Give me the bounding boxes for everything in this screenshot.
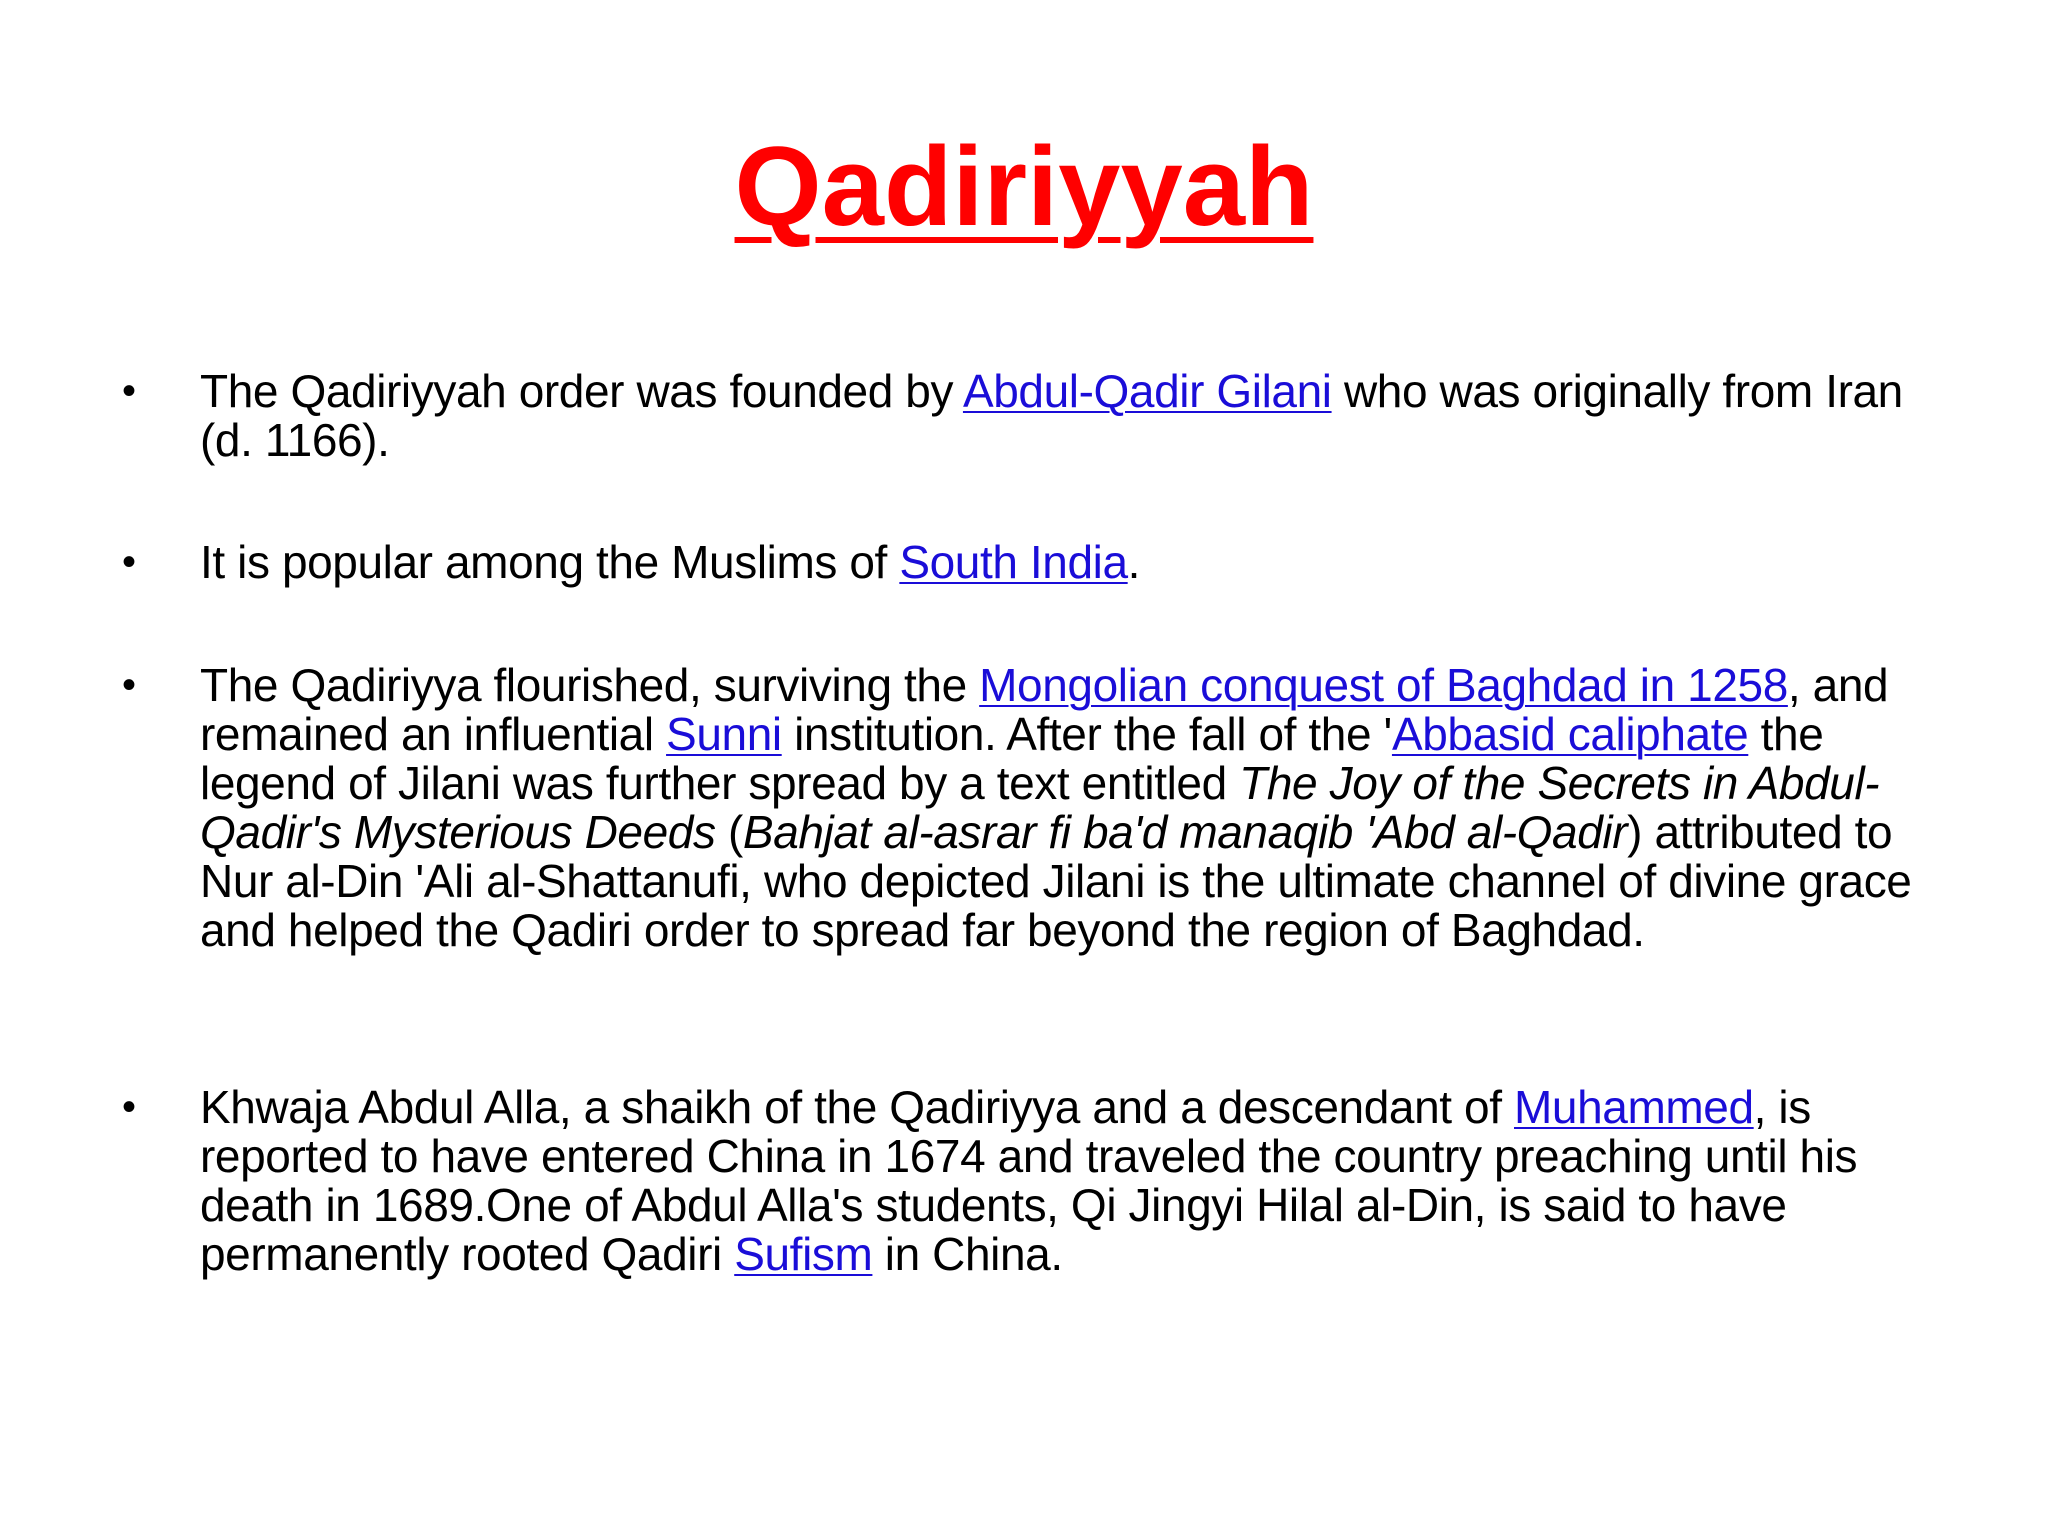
link-sunni[interactable]: Sunni: [666, 708, 782, 760]
slide-title: Qadiriyyah: [734, 124, 1314, 249]
bullet-text: in China.: [872, 1228, 1063, 1280]
link-muhammed[interactable]: Muhammed: [1514, 1081, 1754, 1133]
bullet-text: the legend of Jilani was further spread by a text entitled: [200, 708, 1824, 809]
bullet-item-3: [122, 659, 1940, 956]
link-south-india[interactable]: South India: [899, 536, 1128, 588]
link-mongolian-conquest[interactable]: Mongolian conquest of Baghdad in 1258: [979, 659, 1788, 711]
link-sufism[interactable]: Sufism: [734, 1228, 873, 1280]
bullet-item-4: [122, 1081, 1940, 1280]
bullet-text: ) attributed to Nur al-Din 'Ali al-Shattanufi, who depicted Jilani is the ultimate channel of divine grace and helped the Qadiri order to spread far beyond the region of Baghdad.: [200, 806, 1912, 956]
bullet-text: , is reported to have entered China in 1674 and traveled the country preaching until his death in 1689.One of Abdul Alla's students, Qi Jingyi Hilal al-Din, is said to have permanently rooted Qadiri: [200, 1081, 1858, 1280]
bullet-item-1: [122, 365, 1940, 466]
bullet-dot: •: [122, 369, 136, 413]
bullet-text: (: [715, 806, 743, 858]
bullet-text: The Qadiriyya flourished, surviving the: [200, 659, 980, 711]
bullet-item-2: [122, 536, 1940, 588]
bullet-dot: •: [122, 540, 136, 584]
bullet-text: institution. After the fall of the ': [781, 708, 1392, 760]
bullet-text: It is popular among the Muslims of: [200, 536, 900, 588]
bullet-text: , and remained an influential: [200, 659, 1889, 760]
bullet-dot: •: [122, 1085, 136, 1129]
bullet-dot: •: [122, 663, 136, 707]
italic-book-arabic-title: Bahjat al-asrar fi ba'd manaqib 'Abd al-Qadir: [742, 806, 1628, 858]
bullet-text: who was originally from Iran (d. 1166).: [200, 365, 1903, 466]
bullet-text: .: [1127, 536, 1141, 588]
italic-book-title: The Joy of the Secrets in Abdul-Qadir's Mysterious Deeds: [200, 757, 1880, 858]
link-abdul-qadir-gilani[interactable]: Abdul-Qadir Gilani: [962, 365, 1332, 417]
link-abbasid-caliphate[interactable]: Abbasid caliphate: [1391, 708, 1749, 760]
bullet-text: The Qadiriyyah order was founded by: [200, 365, 963, 417]
bullet-text: Khwaja Abdul Alla, a shaikh of the Qadiriyya and a descendant of: [200, 1081, 1514, 1133]
